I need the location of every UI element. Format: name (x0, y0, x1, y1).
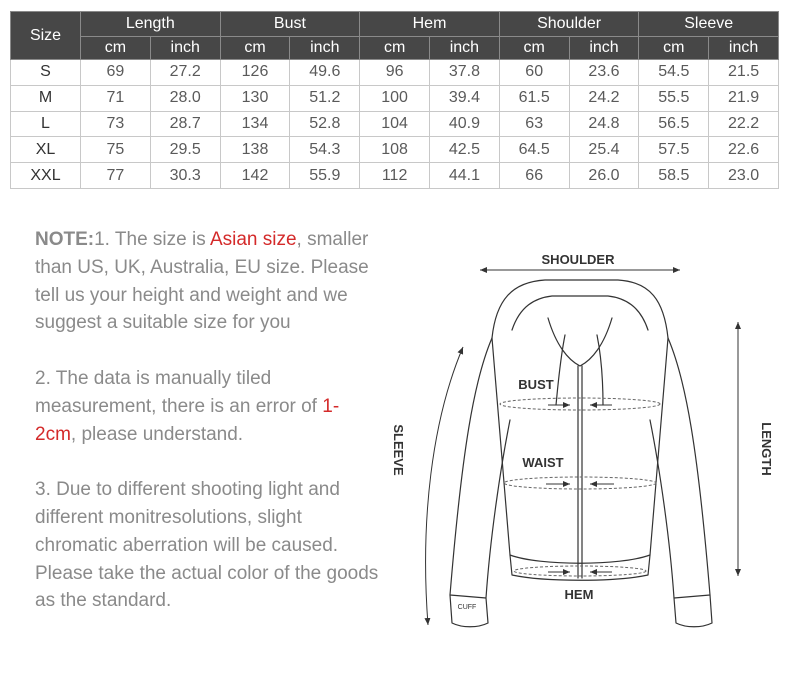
table-cell: 134 (220, 111, 290, 137)
waist-label: WAIST (522, 455, 564, 470)
length-label: LENGTH (759, 422, 774, 476)
hem-label: HEM (564, 587, 594, 602)
size-cell: S (11, 60, 81, 86)
sleeve-label: SLEEVE (391, 424, 406, 476)
table-cell: 27.2 (150, 60, 220, 86)
size-column-header: Size (11, 12, 81, 60)
table-cell: 126 (220, 60, 290, 86)
table-row (11, 137, 779, 163)
table-cell: 42.5 (430, 137, 500, 163)
table-cell: 30.3 (150, 163, 220, 189)
table-cell: 44.1 (430, 163, 500, 189)
group-header-shoulder: Shoulder (499, 12, 639, 37)
hem-measure-ellipse (514, 566, 646, 576)
table-cell: 21.5 (709, 60, 779, 86)
note-1-highlight: Asian size (209, 229, 297, 250)
table-cell: 24.8 (569, 111, 639, 137)
table-cell: 22.6 (709, 137, 779, 163)
note-2-highlight: 1-2cm (35, 395, 340, 445)
note-2 (35, 365, 380, 448)
note-2-text-end: , please understand. (70, 423, 244, 445)
table-cell: 108 (360, 137, 430, 163)
right-cuff (674, 595, 712, 627)
size-cell: L (11, 111, 81, 137)
group-header-sleeve: Sleeve (639, 12, 779, 37)
table-cell: 77 (81, 163, 151, 189)
size-table-body (11, 60, 779, 189)
note-prefix: NOTE: (35, 229, 95, 250)
table-row (11, 163, 779, 189)
hoodie-measurement-diagram (385, 245, 785, 645)
note-2-text-start: 2. The data is manually tiled measurement, there is an error of (35, 367, 323, 417)
table-cell: 73 (81, 111, 151, 137)
bust-label: BUST (518, 377, 554, 392)
table-cell: 28.0 (150, 85, 220, 111)
table-cell: 58.5 (639, 163, 709, 189)
right-sleeve-outline (650, 338, 710, 598)
bust-measure-ellipse (500, 398, 660, 410)
table-cell: 96 (360, 60, 430, 86)
table-cell: 100 (360, 85, 430, 111)
table-cell: 63 (499, 111, 569, 137)
table-cell: 21.9 (709, 85, 779, 111)
note-3: 3. Due to different shooting light and different monitresolutions, slight chromatic aberration will be caused. Please take the actual color of the goods as the standard. (35, 479, 379, 612)
table-cell: 69 (81, 60, 151, 86)
table-cell: 61.5 (499, 85, 569, 111)
table-cell: 104 (360, 111, 430, 137)
table-row (11, 111, 779, 137)
table-row (11, 85, 779, 111)
table-cell: 54.3 (290, 137, 360, 163)
group-header-row (11, 12, 779, 37)
table-cell: 57.5 (639, 137, 709, 163)
unit-header-row (11, 37, 779, 60)
table-cell: 23.0 (709, 163, 779, 189)
table-cell: 40.9 (430, 111, 500, 137)
unit-header: inch (709, 37, 779, 60)
table-cell: 66 (499, 163, 569, 189)
hood-inner-outline (512, 296, 648, 330)
sleeve-dimension-line (426, 347, 463, 625)
shoulder-label: SHOULDER (541, 252, 615, 267)
table-cell: 49.6 (290, 60, 360, 86)
table-cell: 60 (499, 60, 569, 86)
table-cell: 54.5 (639, 60, 709, 86)
table-cell: 112 (360, 163, 430, 189)
table-cell: 55.9 (290, 163, 360, 189)
table-cell: 37.8 (430, 60, 500, 86)
table-cell: 29.5 (150, 137, 220, 163)
size-chart-table (10, 11, 779, 189)
neck-opening (548, 318, 612, 366)
group-header-bust: Bust (220, 12, 360, 37)
table-cell: 138 (220, 137, 290, 163)
unit-header: inch (569, 37, 639, 60)
unit-header: cm (220, 37, 290, 60)
size-cell: M (11, 85, 81, 111)
notes-section (35, 226, 380, 643)
unit-header: inch (150, 37, 220, 60)
table-cell: 56.5 (639, 111, 709, 137)
size-cell: XL (11, 137, 81, 163)
unit-header: cm (639, 37, 709, 60)
unit-header: inch (430, 37, 500, 60)
table-cell: 24.2 (569, 85, 639, 111)
table-cell: 28.7 (150, 111, 220, 137)
table-cell: 51.2 (290, 85, 360, 111)
group-header-hem: Hem (360, 12, 500, 37)
table-cell: 75 (81, 137, 151, 163)
table-cell: 22.2 (709, 111, 779, 137)
table-cell: 23.6 (569, 60, 639, 86)
size-cell: XXL (11, 163, 81, 189)
table-cell: 25.4 (569, 137, 639, 163)
table-cell: 26.0 (569, 163, 639, 189)
table-cell: 130 (220, 85, 290, 111)
note-1 (35, 226, 380, 337)
hood-outline (492, 280, 668, 338)
waist-measure-ellipse (504, 477, 656, 489)
drawstring-left (556, 335, 565, 405)
group-header-length: Length (81, 12, 221, 37)
table-cell: 39.4 (430, 85, 500, 111)
cuff-label: CUFF (457, 604, 477, 611)
table-cell: 52.8 (290, 111, 360, 137)
unit-header: inch (290, 37, 360, 60)
table-cell: 71 (81, 85, 151, 111)
unit-header: cm (360, 37, 430, 60)
unit-header: cm (81, 37, 151, 60)
unit-header: cm (499, 37, 569, 60)
left-sleeve-outline (450, 338, 510, 598)
note-1-text-end: , smaller than US, UK, Australia, EU size. Please tell us your height and weight and we suggest a suitable size for you (35, 229, 369, 334)
table-cell: 55.5 (639, 85, 709, 111)
table-row (11, 60, 779, 86)
note-1-text-start: 1. The size is (94, 229, 210, 250)
table-cell: 142 (220, 163, 290, 189)
jacket-body-outline (492, 338, 668, 563)
table-cell: 64.5 (499, 137, 569, 163)
